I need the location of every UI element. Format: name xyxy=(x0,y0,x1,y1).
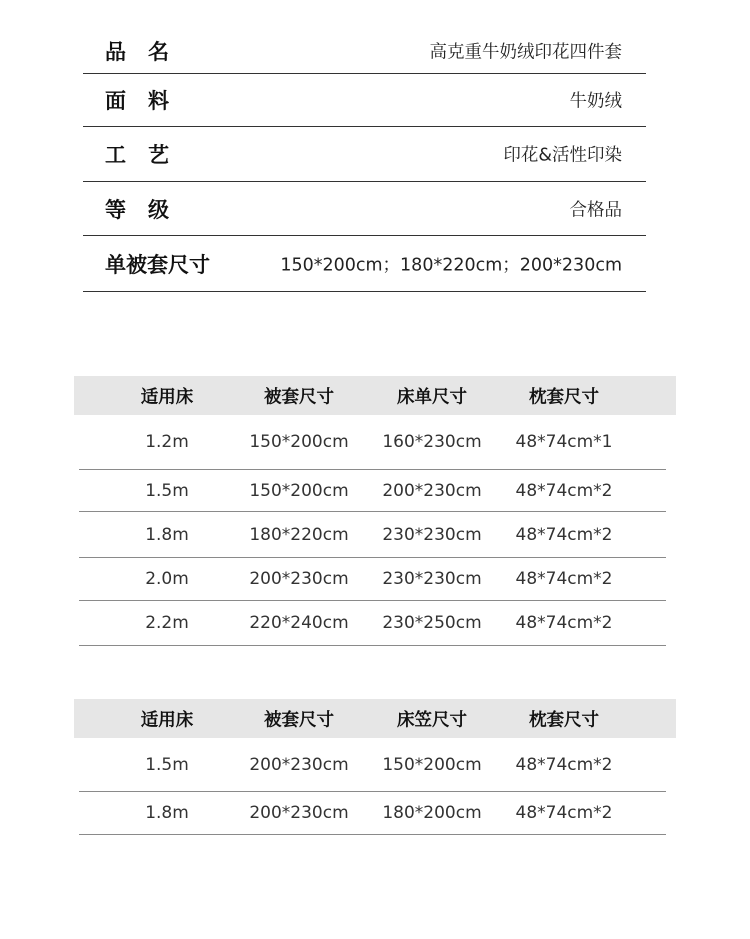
table-row xyxy=(79,512,666,558)
table-cell: 2.0m xyxy=(145,569,189,589)
size-table-fitted-sheet xyxy=(74,699,676,835)
header-cell: 被套尺寸 xyxy=(264,710,334,730)
size-table-sheet xyxy=(74,376,676,646)
table-cell: 180*220cm xyxy=(249,524,349,545)
table-cell: 48*74cm*2 xyxy=(515,803,613,823)
spec-row-duvet-size xyxy=(83,236,646,292)
table-cell: 1.8m xyxy=(145,524,189,545)
header-cell: 被套尺寸 xyxy=(264,387,334,407)
header-cell: 适用床 xyxy=(140,710,194,730)
table-cell: 200*230cm xyxy=(249,569,349,589)
table-cell: 48*74cm*2 xyxy=(515,754,613,775)
spec-row-fabric xyxy=(83,74,646,127)
table-row xyxy=(79,558,666,601)
table-row xyxy=(79,792,666,835)
table-cell: 1.5m xyxy=(145,754,189,775)
spec-label: 单被套尺寸 xyxy=(105,252,210,277)
product-spec-table xyxy=(83,29,646,292)
table-cell: 48*74cm*2 xyxy=(515,524,613,545)
header-cell: 枕套尺寸 xyxy=(529,387,599,407)
spec-value: 合格品 xyxy=(569,200,622,220)
table-cell: 230*230cm xyxy=(382,569,482,589)
table-row xyxy=(79,470,666,512)
spec-value: 牛奶绒 xyxy=(569,91,622,112)
spec-value: 高克重牛奶绒印花四件套 xyxy=(429,42,622,63)
spec-label: 等级 xyxy=(105,197,191,222)
header-cell: 床单尺寸 xyxy=(397,387,467,407)
table-cell: 150*200cm xyxy=(249,480,349,501)
spec-label: 品名 xyxy=(105,40,191,64)
table-row xyxy=(79,415,666,470)
table-row xyxy=(79,601,666,646)
spec-row-grade xyxy=(83,182,646,236)
spec-label: 面料 xyxy=(105,89,191,113)
spec-value: 印花&活性印染 xyxy=(503,145,622,166)
spec-value: 150*200cm；180*220cm；200*230cm xyxy=(280,255,622,275)
table-cell: 150*200cm xyxy=(249,432,349,452)
table-cell: 48*74cm*2 xyxy=(515,613,613,633)
table-cell: 160*230cm xyxy=(382,432,482,452)
table-cell: 200*230cm xyxy=(382,480,482,501)
table-cell: 150*200cm xyxy=(382,754,482,775)
table-cell: 200*230cm xyxy=(249,754,349,775)
table-row xyxy=(79,738,666,792)
table-cell: 180*200cm xyxy=(382,803,482,823)
table-cell: 230*230cm xyxy=(382,524,482,545)
table-header xyxy=(74,376,676,415)
table-cell: 200*230cm xyxy=(249,803,349,823)
table-cell: 48*74cm*2 xyxy=(515,480,613,501)
header-cell: 床笠尺寸 xyxy=(397,710,467,730)
spec-row-name xyxy=(83,29,646,74)
header-cell: 适用床 xyxy=(140,387,194,407)
table-header xyxy=(74,699,676,738)
table-cell: 2.2m xyxy=(145,613,189,633)
table-cell: 1.8m xyxy=(145,803,189,823)
table-cell: 48*74cm*1 xyxy=(515,432,613,452)
table-cell: 1.5m xyxy=(145,480,189,501)
table-cell: 220*240cm xyxy=(249,613,349,633)
table-cell: 1.2m xyxy=(145,432,189,452)
spec-row-craft xyxy=(83,127,646,182)
table-cell: 230*250cm xyxy=(382,613,482,633)
spec-label: 工艺 xyxy=(105,143,191,167)
header-cell: 枕套尺寸 xyxy=(529,710,599,730)
table-cell: 48*74cm*2 xyxy=(515,569,613,589)
